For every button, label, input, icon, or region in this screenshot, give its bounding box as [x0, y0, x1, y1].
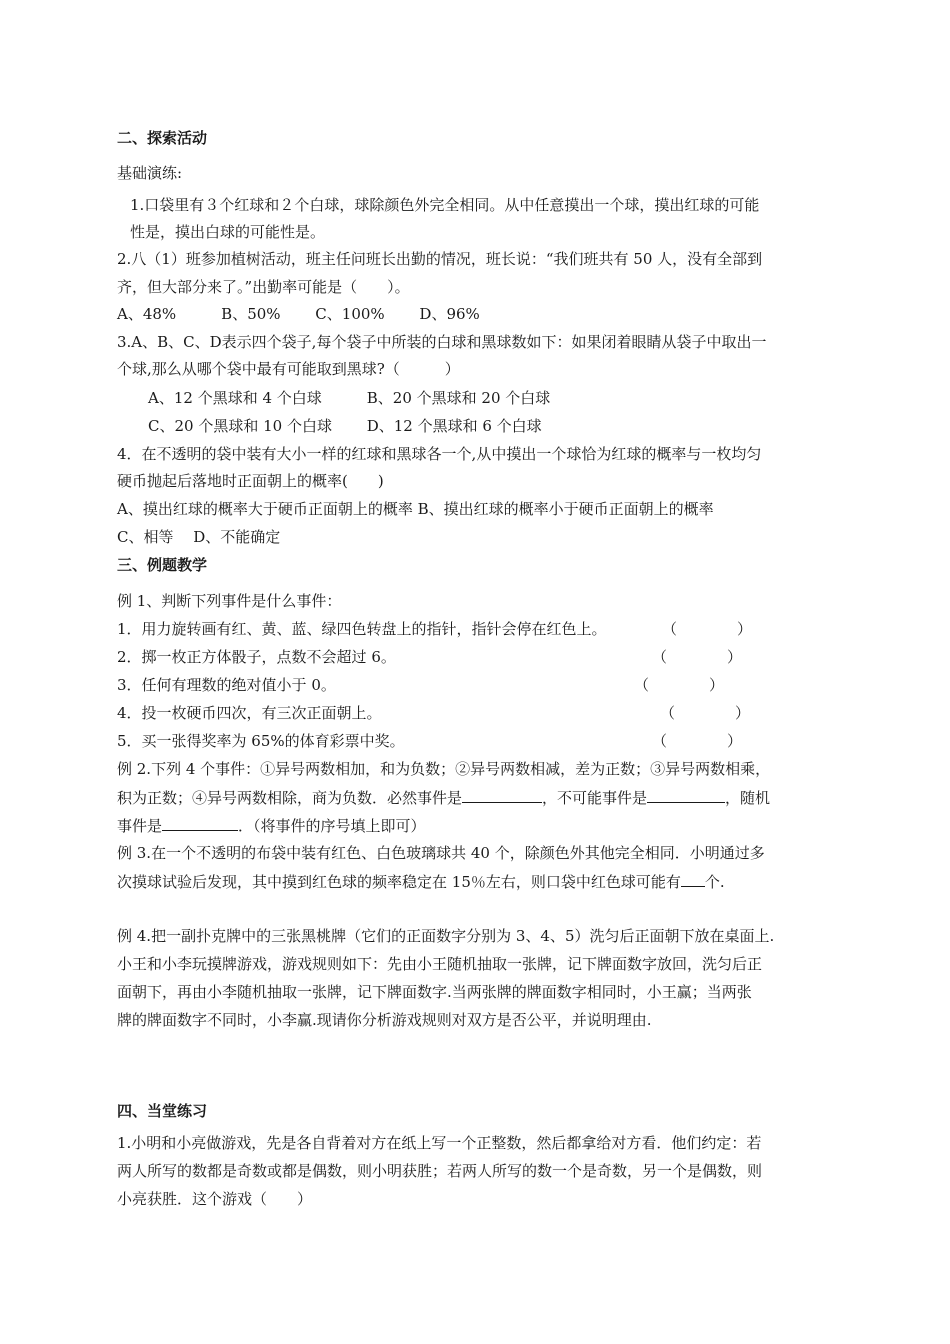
question-2-line-2: 齐，但大部分来了。”出勤率可能是（ ）。: [117, 278, 410, 296]
example-4-line-4: 牌的牌面数字不同时，小李赢.现请你分析游戏规则对双方是否公平，并说明理由.: [117, 1011, 652, 1029]
fill-blank[interactable]: [647, 787, 725, 803]
answer-parentheses: （ ）: [634, 676, 725, 694]
practice-1-line-2: 两人所写的数都是奇数或都是偶数，则小明获胜；若两人所写的数一个是奇数，另一个是偶数，则: [117, 1162, 763, 1180]
fill-blank[interactable]: [462, 787, 542, 803]
question-3-options-cd: C、20 个黑球和 10 个白球 D、12 个黑球和 6 个白球: [148, 417, 542, 435]
example-1-item-2: [117, 647, 847, 667]
example-1-title: 例 1、判断下列事件是什么事件：: [117, 592, 342, 610]
answer-parentheses: （ ）: [652, 648, 743, 666]
fill-blank[interactable]: [681, 871, 705, 887]
section-heading: 三、例题教学: [117, 556, 208, 574]
example-4-line-2: 小王和小李玩摸牌游戏，游戏规则如下：先由小王随机抽取一张牌，记下牌面数字放回，洗匀后正: [117, 955, 763, 973]
example-2-line-2: [117, 787, 847, 808]
text-fragment: 次摸球试验后发现，其中摸到红色球的频率稳定在 15％左右，则口袋中红色球可能有: [117, 873, 681, 891]
example-1-item-5: [117, 731, 847, 751]
answer-parentheses: （ ）: [652, 732, 743, 750]
question-3-line-1: 3.A、B、C、D表示四个袋子,每个袋子中所装的白球和黑球数如下：如果闭着眼睛从袋子中取出一: [117, 333, 767, 351]
practice-1-line-3: 小亮获胜．这个游戏（ ）: [117, 1190, 313, 1208]
answer-parentheses: （ ）: [662, 620, 753, 638]
text-fragment: ，不可能事件是: [542, 789, 648, 807]
question-4-line-2: 硬币抛起后落地时正面朝上的概率( ): [117, 472, 384, 490]
answer-parentheses: （ ）: [660, 704, 751, 722]
section-heading: 二、探索活动: [117, 129, 208, 147]
practice-1-line-1: 1.小明和小亮做游戏，先是各自背着对方在纸上写一个正整数，然后都拿给对方看．他们约定：若: [117, 1134, 762, 1152]
section-heading: 四、当堂练习: [117, 1102, 208, 1120]
example-4-line-1: 例 4.把一副扑克牌中的三张黑桃牌（它们的正面数字分别为 3、4、5）洗匀后正面朝下放在桌面上.: [117, 927, 775, 945]
example-3-line-2: [117, 871, 847, 892]
text-fragment: 个.: [704, 873, 725, 891]
text-fragment: ，随机: [725, 789, 771, 807]
example-1-item-3: [117, 675, 847, 695]
item-text: 5．买一张得奖率为 65%的体育彩票中奖。: [117, 732, 405, 750]
example-2-line-1: 例 2.下列 4 个事件：①异号两数相加，和为负数；②异号两数相减，差为正数；③异号两数相乘，: [117, 760, 771, 778]
question-3-options-ab: A、12 个黑球和 4 个白球 B、20 个黑球和 20 个白球: [148, 389, 551, 407]
question-2-options: A、48% B、50% C、100% D、96%: [117, 305, 480, 323]
question-4-line-1: 4．在不透明的袋中装有大小一样的红球和黑球各一个,从中摸出一个球恰为红球的概率与一枚均匀: [117, 445, 762, 463]
text-fragment: 事件是: [117, 817, 163, 835]
fill-blank[interactable]: [162, 815, 238, 831]
item-text: 2．掷一枚正方体骰子，点数不会超过 6。: [117, 648, 396, 666]
item-text: 1．用力旋转画有红、黄、蓝、绿四色转盘上的指针，指针会停在红色上。: [117, 620, 607, 638]
example-1-item-4: [117, 703, 847, 723]
question-2-line-1: 2.八（1）班参加植树活动，班主任问班长出勤的情况，班长说：“我们班共有 50 人，没有全部到: [117, 250, 763, 268]
item-text: 3．任何有理数的绝对值小于 0。: [117, 676, 336, 694]
question-1-line-1: 1.口袋里有３个红球和２个白球，球除颜色外完全相同。从中任意摸出一个球，摸出红球的可能: [130, 196, 760, 214]
section-subtitle: 基础演练:: [117, 164, 183, 182]
question-4-options-cd: C、相等 D、不能确定: [117, 528, 281, 546]
text-fragment: 积为正数；④异号两数相除，商为负数．必然事件是: [117, 789, 463, 807]
text-fragment: ．（将事件的序号填上即可）: [238, 817, 426, 835]
question-3-line-2: 个球,那么从哪个袋中最有可能取到黑球?（ ）: [117, 360, 460, 378]
example-1-item-1: [117, 619, 847, 639]
example-4-line-3: 面朝下，再由小李随机抽取一张牌，记下牌面数字.当两张牌的牌面数字相同时，小王赢；当两张: [117, 983, 752, 1001]
question-1-line-2: 性是，摸出白球的可能性是。: [130, 223, 326, 241]
item-text: 4．投一枚硬币四次，有三次正面朝上。: [117, 704, 382, 722]
example-3-line-1: 例 3.在一个不透明的布袋中装有红色、白色玻璃球共 40 个，除颜色外其他完全相同．小明通过多: [117, 844, 765, 862]
example-2-line-3: [117, 815, 847, 836]
question-4-options-ab: A、摸出红球的概率大于硬币正面朝上的概率 B、摸出红球的概率小于硬币正面朝上的概率: [117, 500, 714, 518]
